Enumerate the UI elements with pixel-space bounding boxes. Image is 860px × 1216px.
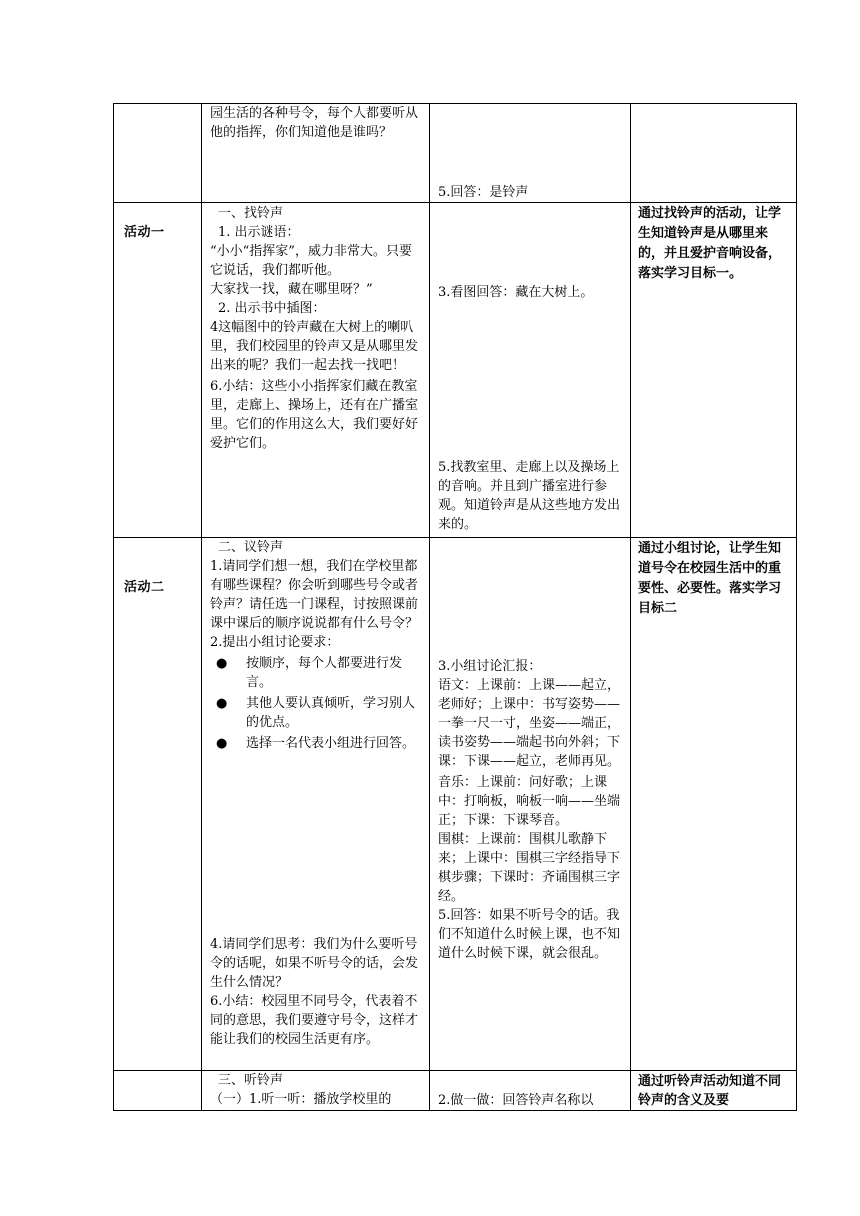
student-text: 围棋：上课前：围棋儿歌静下来；上课中：围棋三字经指导下棋步骤；下课时：齐诵围棋三字经。 [438,832,621,904]
teacher-text: 1.请同学们想一想，我们在学校里都有哪些课程？你会听到哪些号令或者铃声？请任选一门课程，讨按照课前课中课后的顺序说说都有什么号令？ [210,559,419,631]
activity-label: 活动一 [124,225,165,240]
teacher-text: 4这幅图中的铃声藏在大树上的喇叭里，我们校园里的铃声又是从哪里发出来的呢？我们一起去找一找吧！ [210,320,419,373]
student-text: 3.小组讨论汇报： [438,659,542,674]
student-activity-cell [430,104,631,203]
activity-label-cell [114,104,202,203]
student-activity-cell [430,203,631,538]
goal-cell [631,104,797,203]
student-activity-cell [430,538,631,1071]
activity-label-cell [114,203,202,538]
section-title: 三、听铃声 [218,1073,284,1088]
section-title: 二、议铃声 [218,540,284,555]
teacher-activity-cell [202,1071,430,1111]
student-text: 5.找教室里、走廊上以及操场上的音响。并且到广播室进行参观。知道铃声是从这些地方发出来的。 [438,460,621,532]
student-text: 3.看图回答：藏在大树上。 [438,285,594,300]
section-title: 一、找铃声 [218,206,284,221]
teacher-text: 园生活的各种号令，每个人都要听从他的指挥，你们知道他是谁吗？ [210,106,419,140]
bullet-icon: ● [216,736,228,751]
table-row [114,1071,797,1111]
goal-cell [631,538,797,1071]
teacher-text: 6.小结：校园里不同号令，代表着不同的意思，我们要遵守号令，这样才能让我们的校园生活更有序。 [210,994,419,1047]
bullet-text: 按顺序，每个人都要进行发言。 [246,656,403,690]
list-item [210,654,423,692]
teacher-text: （一）1.听一听：播放学校里的 [210,1092,392,1107]
goal-cell [631,203,797,538]
goal-text: 通过找铃声的活动，让学生知道铃声是从哪里来的，并且爱护音响设备，落实学习目标一。 [638,206,782,281]
lesson-plan-table [113,103,797,1111]
student-text: 2.做一做：回答铃声名称以 [438,1093,594,1108]
bullet-text: 其他人要认真倾听，学习别人的优点。 [246,696,416,730]
table-row [114,203,797,538]
bullet-icon: ● [216,656,228,671]
teacher-text: 大家找一找，藏在哪里呀？” [210,282,373,297]
student-text: 5.回答：如果不听号令的话。我们不知道什么时候上课，也不知道什么时候下课，就会很乱。 [438,908,621,961]
student-text: 音乐：上课前：问好歌；上课中：打响板，响板一响——坐端正；下课：下课琴音。 [438,775,621,828]
goal-cell [631,1071,797,1111]
activity-label: 活动二 [124,580,165,595]
teacher-text: “小小“指挥家”，威力非常大。只要它说话，我们都听他。 [210,244,412,278]
teacher-text: 2. 出示书中插图： [218,301,326,316]
teacher-text: 1. 出示谜语： [218,225,300,240]
teacher-text: 2.提出小组讨论要求： [210,635,340,650]
student-text: 5.回答：是铃声 [438,185,529,200]
teacher-activity-cell [202,104,430,203]
bullet-icon: ● [216,696,228,711]
list-item [210,694,423,732]
table-row [114,104,797,203]
teacher-activity-cell [202,538,430,1071]
activity-label-cell [114,538,202,1071]
table-row [114,538,797,1071]
goal-text: 通过听铃声活动知道不同铃声的含义及要 [638,1074,782,1108]
goal-text: 通过小组讨论，让学生知道号令在校园生活中的重要性、必要性。落实学习目标二 [638,541,782,616]
student-text: 语文：上课前：上课——起立，老师好；上课中：书写姿势——一拳一尺一寸，坐姿——端正，读书姿势——端起书向外斜；下课：下课——起立，老师再见。 [438,678,621,769]
teacher-activity-cell [202,203,430,538]
teacher-text: 6.小结：这些小小指挥家们藏在教室里，走廊上、操场上，还有在广播室里。它们的作用这么大，我们要好好爱护它们。 [210,379,419,451]
bullet-text: 选择一名代表小组进行回答。 [246,736,416,751]
activity-label-cell [114,1071,202,1111]
teacher-text: 4.请同学们思考：我们为什么要听号令的话呢，如果不听号令的话，会发生什么情况？ [210,937,419,990]
list-item [210,734,423,753]
student-activity-cell [430,1071,631,1111]
